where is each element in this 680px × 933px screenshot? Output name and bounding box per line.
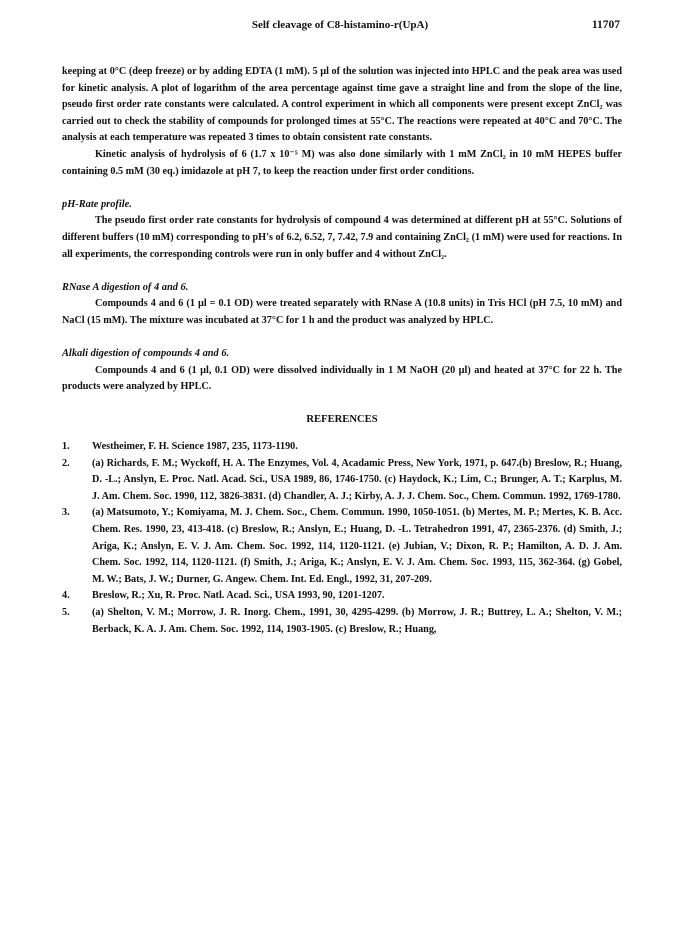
- reference-number: 1.: [62, 441, 70, 453]
- reference-item: [62, 505, 622, 588]
- reference-number: 3.: [62, 507, 70, 519]
- reference-number: 4.: [62, 590, 70, 602]
- reference-item: [62, 439, 622, 456]
- section-text-alkali: Compounds 4 and 6 (1 µl, 0.1 OD) were dissolved individually in 1 M NaOH (20 µl) and heated at 37°C for 22 h. The products were analyzed by HPLC.: [62, 364, 622, 393]
- section-heading-alkali: Alkali digestion of compounds 4 and 6.: [62, 348, 230, 360]
- running-title: Self cleavage of C8-histamino-r(UpA): [251, 19, 429, 31]
- reference-item: [62, 456, 622, 506]
- reference-text: Westheimer, F. H. Science 1987, 235, 1173-1190.: [92, 441, 298, 453]
- paragraph-kinetic-analysis: Kinetic analysis of hydrolysis of 6 (1.7 x 10⁻⁵ M) was also done similarly with 1 mM ZnCl₂ in 10 mM HEPES buffer containing 0.5 mM (30 eq.) imidazole at pH 7, to keep the reaction under first order conditions.: [62, 148, 622, 177]
- page-body: [62, 64, 622, 638]
- reference-text: (a) Matsumoto, Y.; Komiyama, M. J. Chem. Soc., Chem. Commun. 1990, 1050-1051. (b) Mertes, M. P.; Mertes, K. B. Acc. Chem. Res. 1990, 23, 413-418. (c) Breslow, R.; Anslyn, E.; Huang, D. -L. Tetrahedron 1991, 47, 2365-2376. (d) Smith, J.; Ariga, K.; Anslyn, E. V. J. Am. Chem. Soc. 1992, 114, 1120-1121. (e) Jubian, V.; Dixon, R. P.; Hamilton, A. D. J. Am. Chem. Soc. 1992, 114, 1120-1121. (f) Smith, J.; Ariga, K.; Anslyn, E. V. J. Am. Chem. Soc. 1993, 115, 362-364. (g) Gobel, M. W.; Bats, J. W.; Durner, G. Angew. Chem. Int. Ed. Engl., 1992, 31, 207-209.: [92, 507, 622, 585]
- references-title: REFERENCES: [306, 414, 378, 426]
- section-text-ph-rate: The pseudo first order rate constants for hydrolysis of compound 4 was determined at different pH at 55°C. Solutions of different buffers (10 mM) corresponding to pH's of 6.2, 6.52, 7, 7.42, 7.9 and containing ZnCl₂ (1 mM) were used for reactions. In all experiments, the corresponding controls were run in only buffer and 4 without ZnCl₂.: [62, 215, 622, 260]
- reference-text: (a) Shelton, V. M.; Morrow, J. R. Inorg. Chem., 1991, 30, 4295-4299. (b) Morrow, J. R.; Buttrey, L. A.; Shelton, V. M.; Berback, K. A. J. Am. Chem. Soc. 1992, 114, 1903-1905. (c) Breslow, R.; Huang,: [92, 607, 622, 635]
- reference-item: [62, 588, 622, 605]
- reference-number: 5.: [62, 607, 70, 618]
- reference-text: (a) Richards, F. M.; Wyckoff, H. A. The Enzymes, Vol. 4, Acadamic Press, New York, 1971, p. 647.(b) Breslow, R.; Huang, D. -L.; Anslyn, E. Proc. Natl. Acad. Sci., USA 1989, 86, 1746-1750. (c) Haydock, K.; Lim, C.; Brunger, A. T.; Karplus, M. J. Am. Chem. Soc. 1990, 112, 3826-3831. (d) Chandler, A. J.; Kirby, A. J. J. Chem. Soc., Chem. Commun. 1992, 1769-1780.: [92, 457, 622, 502]
- section-heading-rnase: RNase A digestion of 4 and 6.: [62, 281, 189, 293]
- page-header: [0, 19, 680, 39]
- section-text-rnase: Compounds 4 and 6 (1 µl = 0.1 OD) were treated separately with RNase A (10.8 units) in Tris HCl (pH 7.5, 10 mM) and NaCl (15 mM). The mixture was incubated at 37°C for 1 h and the product was analyzed by HPLC.: [62, 298, 622, 326]
- reference-number: 2.: [62, 457, 70, 469]
- page-number: 11707: [591, 19, 620, 31]
- section-heading-ph-rate: pH-Rate profile.: [62, 198, 132, 210]
- paragraph-sample-quench: keeping at 0°C (deep freeze) or by adding EDTA (1 mM). 5 µl of the solution was injected into HPLC and the peak area was used for kinetic analysis. A plot of logarithm of the area percentage against time gave a straight line and from the slope of the line, pseudo first order rate constants were calculated. A control experiment in which all components were present except ZnCl₂ was carried out to check the stability of compounds for prolonged times at 55°C. The reactions were repeated at 40°C and 70°C. The analysis at each temperature was repeated 3 times to obtain consistent rate constants.: [62, 66, 622, 144]
- reference-text: Breslow, R.; Xu, R. Proc. Natl. Acad. Sci., USA 1993, 90, 1201-1207.: [92, 590, 385, 602]
- reference-item: [62, 605, 622, 638]
- references-list: [62, 439, 622, 638]
